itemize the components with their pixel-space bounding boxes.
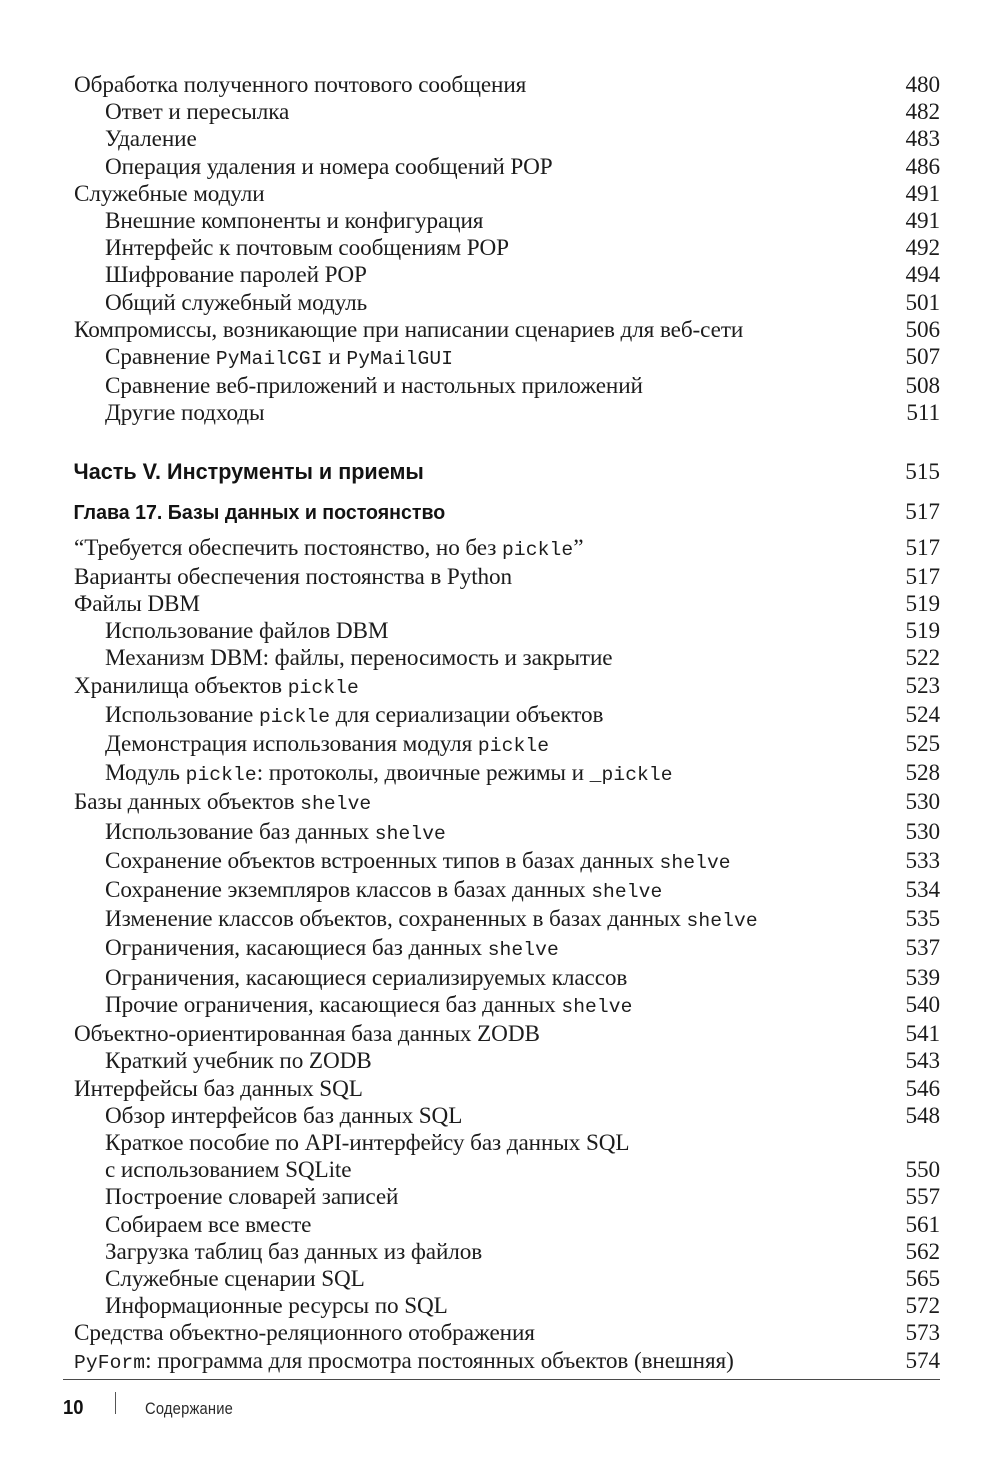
toc-entry[interactable]: [63, 877, 940, 906]
toc-entry[interactable]: [63, 731, 940, 760]
code-span: PyForm: [74, 1351, 146, 1374]
entry-page-number: 523: [905, 672, 940, 699]
entry-page-number: 517: [905, 534, 940, 561]
entry-page-number: 519: [905, 618, 940, 645]
entry-page-number: 535: [905, 906, 940, 933]
entry-page-number: 541: [905, 1021, 940, 1048]
code-span: shelve: [561, 995, 633, 1018]
page-footer: [63, 1379, 940, 1420]
text-span: ”: [573, 534, 584, 561]
entry-title: Файлы DBM: [74, 591, 200, 618]
footer-separator-bar: [115, 1392, 116, 1414]
entry-page-number: 508: [905, 373, 940, 400]
toc-entry[interactable]: [63, 702, 940, 731]
toc-entry[interactable]: [63, 1103, 940, 1130]
text-span: Использование баз данных: [105, 818, 375, 845]
text-span: Сохранение объектов встроенных типов в базах данных: [105, 847, 660, 874]
text-span: : протоколы, двоичные режимы и: [256, 760, 590, 787]
entry-title: [63, 819, 446, 848]
toc-entry[interactable]: [63, 1048, 940, 1075]
entry-title: [63, 344, 453, 373]
toc-entry[interactable]: [63, 1348, 940, 1377]
toc-entry[interactable]: [63, 1239, 940, 1266]
code-span: pickle: [287, 676, 359, 699]
text-span: Базы данных объектов: [74, 789, 301, 816]
entry-title: Служебные модули: [74, 180, 265, 207]
entry-page-number: 492: [905, 235, 940, 262]
entry-page-number: 530: [905, 789, 940, 816]
entry-title: [63, 673, 359, 702]
code-span: shelve: [591, 881, 663, 904]
toc-entry[interactable]: [63, 344, 940, 373]
entry-page-number: 550: [905, 1157, 940, 1184]
entry-title: Механизм DBM: файлы, переносимость и закрытие: [105, 645, 613, 672]
entry-title: [63, 877, 662, 906]
entry-title: Удаление: [105, 126, 197, 153]
entry-title: [63, 992, 633, 1021]
code-span: _pickle: [589, 764, 673, 787]
toc-entry[interactable]: [63, 1076, 940, 1103]
entry-page-number: 561: [905, 1211, 940, 1238]
entry-title: [63, 731, 549, 760]
toc-entry[interactable]: [63, 992, 940, 1021]
entry-title: Информационные ресурсы по SQL: [105, 1293, 448, 1320]
entry-title: Интерфейсы баз данных SQL: [74, 1075, 363, 1102]
entry-page-number: 501: [905, 289, 940, 316]
text-span: Сохранение экземпляров классов в базах данных: [105, 877, 592, 904]
entry-page-number: 491: [905, 180, 940, 207]
entry-title: Загрузка таблиц баз данных из файлов: [105, 1238, 483, 1265]
entry-page-number: 573: [905, 1320, 940, 1347]
entry-title: [63, 535, 583, 564]
entry-page-number: 482: [905, 99, 940, 126]
toc-entry[interactable]: [63, 1293, 940, 1320]
text-span: “Требуется обеспечить постоянство, но без: [74, 534, 503, 561]
entry-title: Компромиссы, возникающие при написании сценариев для веб-сети: [74, 316, 744, 343]
entry-title: Объектно-ориентированная база данных ZODB: [74, 1021, 540, 1048]
text-span: Прочие ограничения, касающиеся баз данных: [105, 991, 562, 1018]
entry-page-number: 540: [905, 991, 940, 1018]
entry-page-number: 517: [905, 563, 940, 590]
toc-entry[interactable]: [63, 1021, 940, 1048]
entry-title: [63, 702, 603, 731]
text-span: Модуль: [105, 760, 186, 787]
toc-entry[interactable]: [63, 1184, 940, 1211]
entry-title: Варианты обеспечения постоянства в Python: [74, 563, 513, 590]
entry-page-number: 483: [905, 126, 940, 153]
text-span: Сравнение: [105, 344, 216, 371]
entry-title-line-1: Краткое пособие по API-интерфейсу баз данных SQL: [105, 1129, 630, 1156]
entry-page-number: 530: [905, 818, 940, 845]
toc-entry[interactable]: [63, 673, 940, 702]
part-heading-label: Часть V. Инструменты и приемы: [73, 458, 424, 484]
toc-entry[interactable]: [63, 373, 940, 400]
entry-title: Ограничения, касающиеся сериализируемых классов: [105, 964, 628, 991]
entry-page-number: 524: [905, 701, 940, 728]
chapter-heading[interactable]: [63, 499, 940, 527]
entry-title: Средства объектно-реляционного отображения: [74, 1320, 535, 1347]
toc-entry[interactable]: [63, 819, 940, 848]
toc-entry[interactable]: [63, 591, 940, 618]
code-span: pickle: [502, 538, 574, 561]
entry-page-number: 494: [905, 262, 940, 289]
entry-page-number: 572: [905, 1293, 940, 1320]
entry-title: Краткий учебник по ZODB: [105, 1048, 372, 1075]
entry-title-line-2-row: [63, 1157, 940, 1184]
entry-title: Внешние компоненты и конфигурация: [105, 208, 484, 235]
entry-title: Служебные сценарии SQL: [105, 1265, 365, 1292]
entry-title: Использование файлов DBM: [105, 618, 389, 645]
entry-page-number: 506: [905, 316, 940, 343]
text-span: Хранилища объектов: [74, 672, 288, 699]
toc-entry[interactable]: [63, 564, 940, 591]
toc-entry[interactable]: [63, 789, 940, 818]
entry-title-line-2: с использованием SQLite: [105, 1157, 352, 1184]
toc-entry[interactable]: [63, 208, 940, 235]
toc-entry[interactable]: [63, 317, 940, 344]
code-span: shelve: [686, 910, 758, 933]
table-of-contents: [63, 72, 940, 1377]
code-span: PyMailGUI: [346, 348, 454, 371]
entry-title: Обзор интерфейсов баз данных SQL: [105, 1102, 463, 1129]
text-span: Ограничения, касающиеся баз данных: [105, 935, 488, 962]
toc-entry[interactable]: [63, 99, 940, 126]
entry-page-number: 565: [905, 1265, 940, 1292]
entry-page-number: 491: [905, 208, 940, 235]
toc-entry[interactable]: [63, 1320, 940, 1347]
code-span: shelve: [659, 851, 731, 874]
entry-title: Собираем все вместе: [105, 1211, 312, 1238]
footer-divider: [63, 1379, 940, 1380]
toc-entry[interactable]: [63, 935, 940, 964]
part-page-number: 515: [905, 458, 940, 485]
entry-title: [63, 906, 758, 935]
text-span: Изменение классов объектов, сохраненных в базах данных: [105, 906, 687, 933]
toc-entry[interactable]: [63, 262, 940, 289]
code-span: pickle: [185, 764, 257, 787]
toc-entry[interactable]: [63, 1266, 940, 1293]
toc-entry[interactable]: [63, 760, 940, 789]
chapter-heading-label: Глава 17. Базы данных и постоянство: [73, 501, 446, 524]
toc-entry[interactable]: [63, 126, 940, 153]
entry-page-number: 522: [905, 645, 940, 672]
entry-title: Общий служебный модуль: [105, 289, 368, 316]
code-span: shelve: [300, 793, 372, 816]
footer-page-number: 10: [63, 1397, 84, 1419]
toc-entry[interactable]: [63, 645, 940, 672]
code-span: pickle: [477, 735, 550, 758]
toc-entry[interactable]: [63, 290, 940, 317]
footer-section-label: Содержание: [145, 1400, 234, 1418]
toc-entry[interactable]: [63, 965, 940, 992]
entry-title: [63, 1348, 734, 1377]
entry-page-number: 548: [905, 1102, 940, 1129]
entry-page-number: 511: [906, 400, 940, 427]
entry-title: [63, 760, 673, 789]
toc-entry[interactable]: [63, 235, 940, 262]
entry-page-number: 507: [905, 344, 940, 371]
entry-title: Обработка полученного почтового сообщения: [74, 72, 527, 98]
code-span: shelve: [374, 822, 446, 845]
entry-title: Ответ и пересылка: [105, 99, 290, 126]
entry-page-number: 539: [905, 964, 940, 991]
code-span: shelve: [487, 939, 559, 962]
entry-page-number: 519: [905, 591, 940, 618]
entry-title: [63, 789, 371, 818]
entry-page-number: 557: [905, 1184, 940, 1211]
code-span: PyMailCGI: [215, 348, 323, 371]
toc-entry[interactable]: [63, 154, 940, 181]
entry-page-number: 533: [905, 847, 940, 874]
text-span: Демонстрация использования модуля: [105, 731, 478, 758]
toc-entry[interactable]: [63, 1212, 940, 1239]
entry-title: Построение словарей записей: [105, 1184, 399, 1211]
toc-entry[interactable]: [63, 618, 940, 645]
entry-title: Операция удаления и номера сообщений POP: [105, 153, 553, 180]
toc-entry[interactable]: [63, 400, 940, 427]
entry-page-number: 562: [905, 1238, 940, 1265]
entry-page-number: 546: [905, 1075, 940, 1102]
chapter-page-number: 517: [905, 498, 940, 525]
text-span: для сериализации объектов: [330, 701, 604, 728]
entry-title: [63, 848, 731, 877]
entry-title: Другие подходы: [105, 400, 265, 427]
entry-page-number: 486: [905, 153, 940, 180]
toc-entry[interactable]: [63, 535, 940, 564]
toc-entry[interactable]: [63, 906, 940, 935]
entry-title: Интерфейс к почтовым сообщениям POP: [105, 235, 509, 262]
footer-content: [63, 1392, 940, 1420]
entry-page-number: 534: [905, 877, 940, 904]
entry-page-number: 537: [905, 935, 940, 962]
entry-page-number: 525: [905, 731, 940, 758]
entry-title: Сравнение веб-приложений и настольных приложений: [105, 373, 643, 400]
toc-entry[interactable]: [63, 72, 940, 99]
entry-page-number: 543: [905, 1048, 940, 1075]
text-span: : программа для просмотра постоянных объектов (внешняя): [145, 1347, 734, 1374]
entry-title: Шифрование паролей POP: [105, 262, 367, 289]
entry-page-number: 574: [905, 1347, 940, 1374]
text-span: и: [322, 344, 347, 371]
code-span: pickle: [258, 705, 331, 728]
toc-entry[interactable]: [63, 181, 940, 208]
entry-page-number: 480: [905, 72, 940, 98]
text-span: Использование: [105, 701, 259, 728]
toc-entry[interactable]: [63, 1130, 940, 1184]
part-heading[interactable]: [63, 458, 940, 486]
toc-entry[interactable]: [63, 848, 940, 877]
entry-title: [63, 935, 559, 964]
entry-page-number: 528: [905, 760, 940, 787]
